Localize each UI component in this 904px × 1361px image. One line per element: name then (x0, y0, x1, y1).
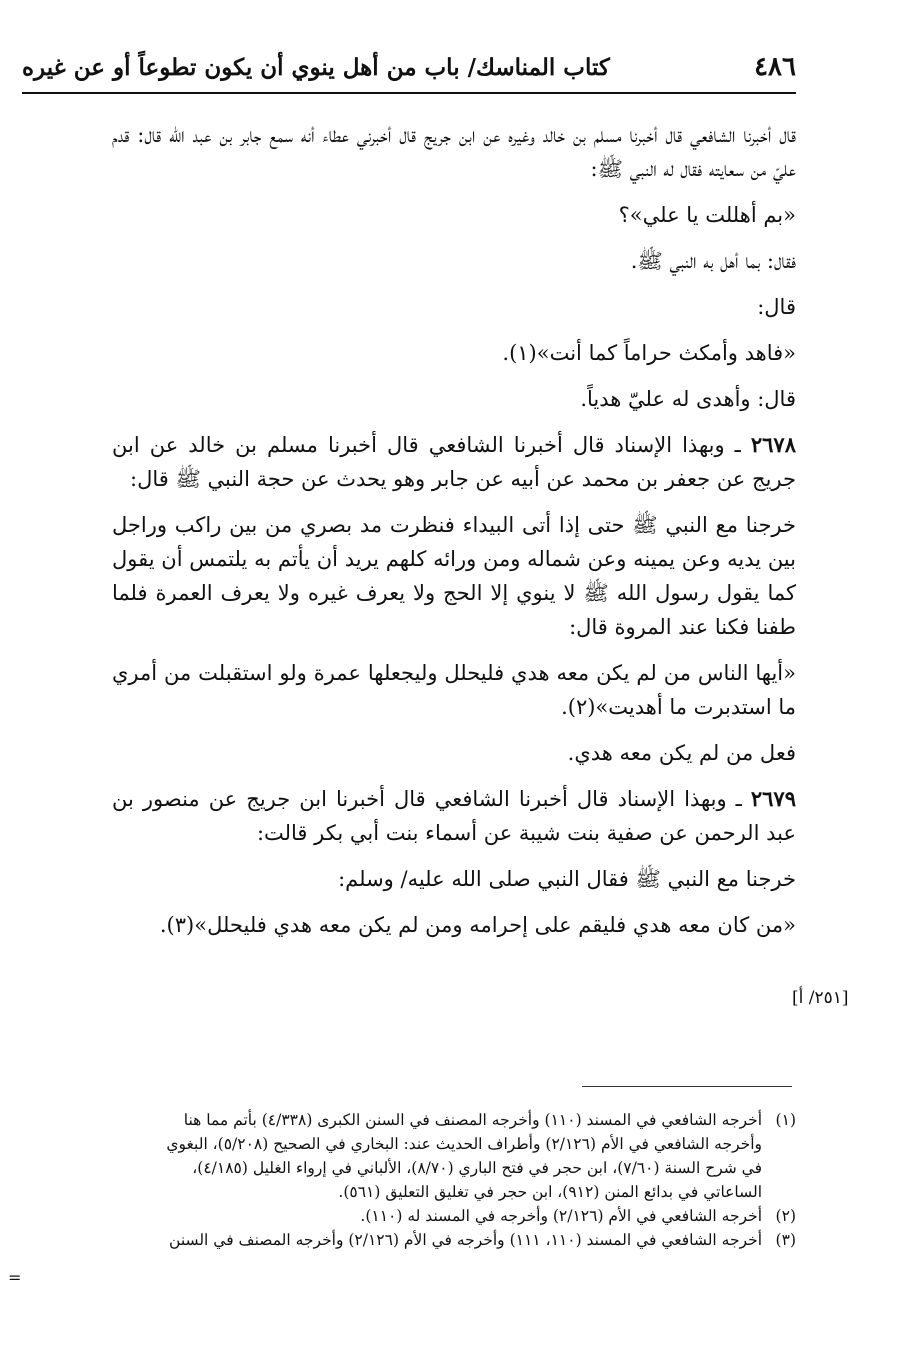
paragraph-2: «بم أهللت يا علي»؟ (618, 203, 796, 227)
page-header (22, 52, 796, 92)
footnote-1 (22, 1108, 796, 1132)
main-text (112, 118, 796, 942)
header-rule (22, 92, 796, 94)
footnote-1-line: في شرح السنة (٧/٦٠)، ابن حجر في فتح الباري (٨/٧٠)، الألباني في إرواء الغليل (٤/١٨٥)، (192, 1159, 762, 1177)
footnotes (22, 1108, 796, 1252)
footnote-number: (٢) (775, 1207, 796, 1225)
paragraph-13: «من كان معه هدي فليقم على إحرامه ومن لم يكن معه هدي فليحلل»(٣). (159, 913, 796, 937)
hadith-2679 (112, 782, 796, 850)
paragraph-1: قال أخبرنا الشافعي قال أخبرنا مسلم بن خالد وغيره عن ابن جريج قال أخبرني عطاء أنه سمع جابر بن عبد الله قال: قدم عليّ من سعايته فقال له النبي ﷺ: (112, 123, 796, 181)
footnote-line: أخرجه الشافعي في المسند (١١٠، ١١١) وأخرجه في الأم (٢/١٢٦) وأخرجه المصنف في السنن (169, 1231, 762, 1249)
paragraph-8: خرجنا مع النبي ﷺ حتى إذا أتى البيداء فنظرت مد بصري من بين راكب وراجل بين يديه وعن يمينه وعن شماله ومن ورائه كلهم يريد أن يأتم به يلتمس أن يقول كما يقول رسول الله ﷺ لا ينوي إلا الحج ولا يعرف غيره ولا يعرف العمرة فلما طفنا فكنا عند المروة قال: (112, 513, 796, 639)
paragraph-3: فقال: بما أهل به النبي ﷺ. (630, 249, 796, 273)
footnote-number: (١) (775, 1111, 796, 1129)
paragraph-9: «أيها الناس من لم يكن معه هدي فليحلل وليجعلها عمرة ولو استقبلت من أمري ما استدبرت ما أهديت»(٢). (112, 661, 796, 719)
footnote-3 (22, 1228, 796, 1252)
hadith-text: ـ وبهذا الإسناد قال أخبرنا الشافعي قال أخبرنا مسلم بن خالد عن ابن جريج عن جعفر بن محمد عن أبيه عن جابر وهو يحدث عن حجة النبي ﷺ قال: (112, 433, 796, 491)
footnote-line: أخرجه الشافعي في المسند (١١٠) وأخرجه المصنف في السنن الكبرى (٤/٣٣٨) بأتم مما هنا (183, 1111, 762, 1129)
paragraph-4: قال: (757, 295, 796, 319)
footnote-2 (22, 1204, 796, 1228)
footnote-number: (٣) (775, 1231, 796, 1249)
continuation-mark: = (8, 1268, 22, 1287)
hadith-number: ٢٦٧٩ (750, 786, 796, 811)
paragraph-6: قال: وأهدى له عليّ هدياً. (580, 387, 796, 411)
paragraph-10: فعل من لم يكن معه هدي. (567, 741, 796, 765)
footnote-1-line: الساعاتي في بدائع المنن (٩١٢)، ابن حجر في تغليق التعليق (٥٦١). (338, 1183, 762, 1201)
paragraph-12: خرجنا مع النبي ﷺ فقال النبي صلى الله عليه/ وسلم: (338, 867, 796, 891)
page-number: ٤٨٦ (754, 52, 796, 82)
hadith-2678 (112, 428, 796, 496)
paragraph-5: «فاهد وأمكث حراماً كما أنت»(١). (502, 341, 796, 365)
running-title: كتاب المناسك/ باب من أهل ينوي أن يكون تطوعاً أو عن غيره (22, 54, 610, 81)
hadith-text: ـ وبهذا الإسناد قال أخبرنا الشافعي قال أخبرنا ابن جريج عن منصور بن عبد الرحمن عن صفية بنت شيبة عن أسماء بنت أبي بكر قالت: (112, 787, 796, 845)
manuscript-folio-note: [٢٥١/ أ] (792, 988, 849, 1008)
footnote-1-line: وأخرجه الشافعي في الأم (٢/١٢٦) وأطراف الحديث عند: البخاري في الصحيح (٥/٢٠٨)، البغوي (166, 1135, 762, 1153)
hadith-number: ٢٦٧٨ (750, 432, 796, 457)
footnote-line: أخرجه الشافعي في الأم (٢/١٢٦) وأخرجه في المسند له (١١٠). (360, 1207, 762, 1225)
footnote-rule (582, 1086, 792, 1087)
